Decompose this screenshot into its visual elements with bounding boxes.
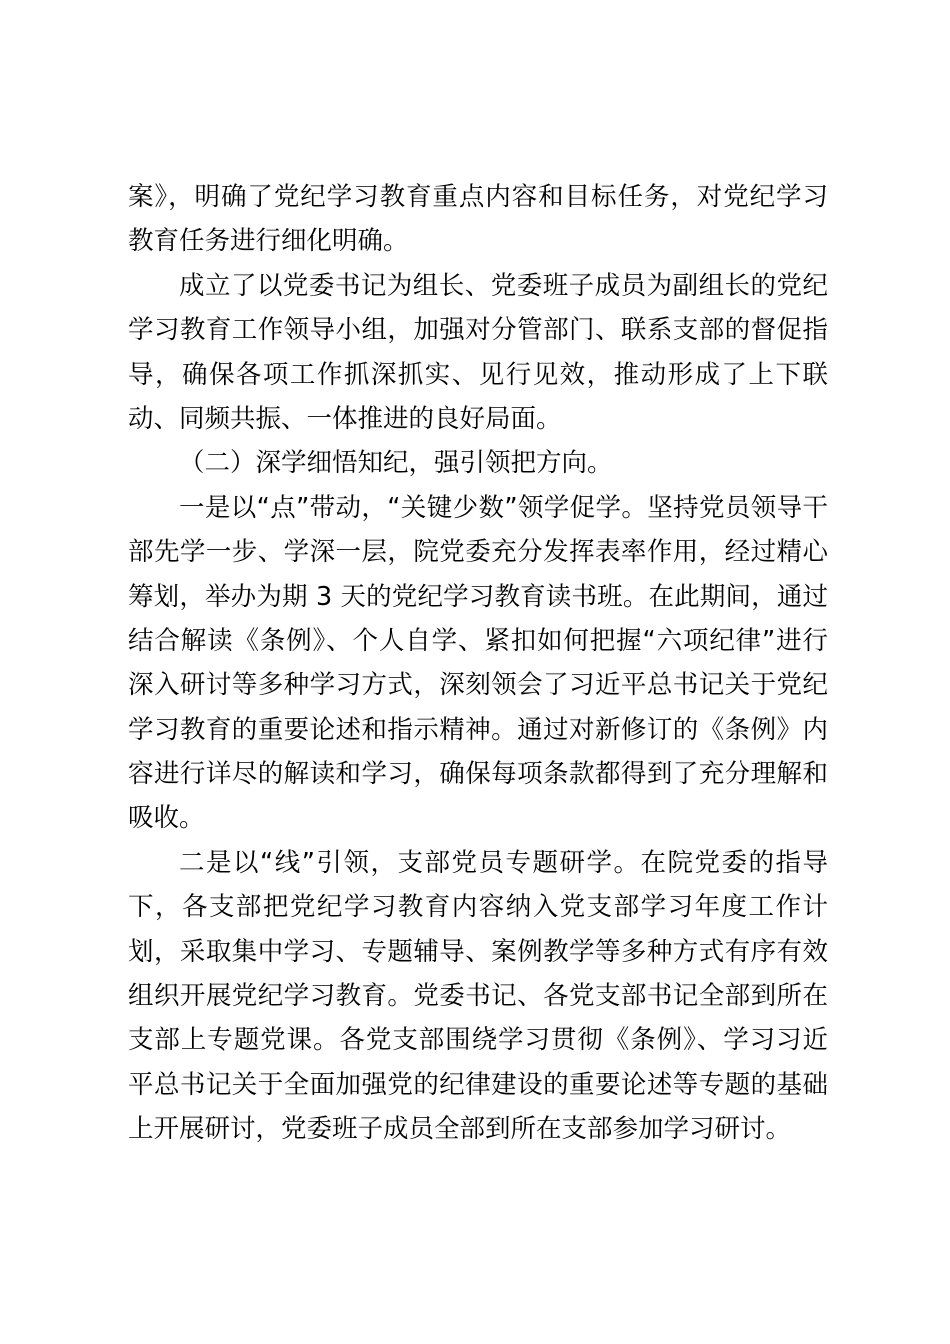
text-line: 支部上专题党课。各党支部围绕学习贯彻《条例》、学习习近 [128,1025,828,1056]
text-line: 下，各支部把党纪学习教育内容纳入党支部学习年度工作计 [128,892,828,923]
text-line: 平总书记关于全面加强党的纪律建设的重要论述等专题的基础 [128,1069,828,1100]
text-line: 容进行详尽的解读和学习，确保每项条款都得到了充分理解和 [128,759,828,790]
text-line: 深入研讨等多种学习方式，深刻领会了习近平总书记关于党纪 [128,670,828,701]
text-line: 组织开展党纪学习教育。党委书记、各党支部书记全部到所在 [128,981,828,1012]
text-line: 教育任务进行细化明确。 [128,226,409,257]
paragraph-start-line: 成立了以党委书记为组长、党委班子成员为副组长的党纪 [179,270,828,301]
text-line: 部先学一步、学深一层，院党委充分发挥表率作用，经过精心 [128,537,828,568]
text-line: 吸收。 [128,803,205,834]
paragraph-start-line: 一是以“点”带动，“关键少数”领学促学。坚持党员领导干 [179,492,828,523]
text-line: 学习教育工作领导小组，加强对分管部门、联系支部的督促指 [128,315,828,346]
text-line: 学习教育的重要论述和指示精神。通过对新修订的《条例》内 [128,714,828,745]
text-line: 导，确保各项工作抓深抓实、见行见效，推动形成了上下联 [128,359,828,390]
text-line: 划，采取集中学习、专题辅导、案例教学等多种方式有序有效 [128,936,828,967]
text-line: 筹划，举办为期 3 天的党纪学习教育读书班。在此期间，通过 [128,581,828,612]
section-heading: （二）深学细悟知纪，强引领把方向。 [179,448,613,479]
text-line: 动、同频共振、一体推进的良好局面。 [128,403,562,434]
text-line: 结合解读《条例》、个人自学、紧扣如何把握“六项纪律”进行 [128,625,828,656]
text-line: 上开展研讨，党委班子成员全部到所在支部参加学习研讨。 [128,1114,792,1145]
paragraph-start-line: 二是以“线”引领，支部党员专题研学。在院党委的指导 [179,847,828,878]
document-body [128,175,828,1152]
text-line: 案》，明确了党纪学习教育重点内容和目标任务，对党纪学习 [128,182,828,212]
